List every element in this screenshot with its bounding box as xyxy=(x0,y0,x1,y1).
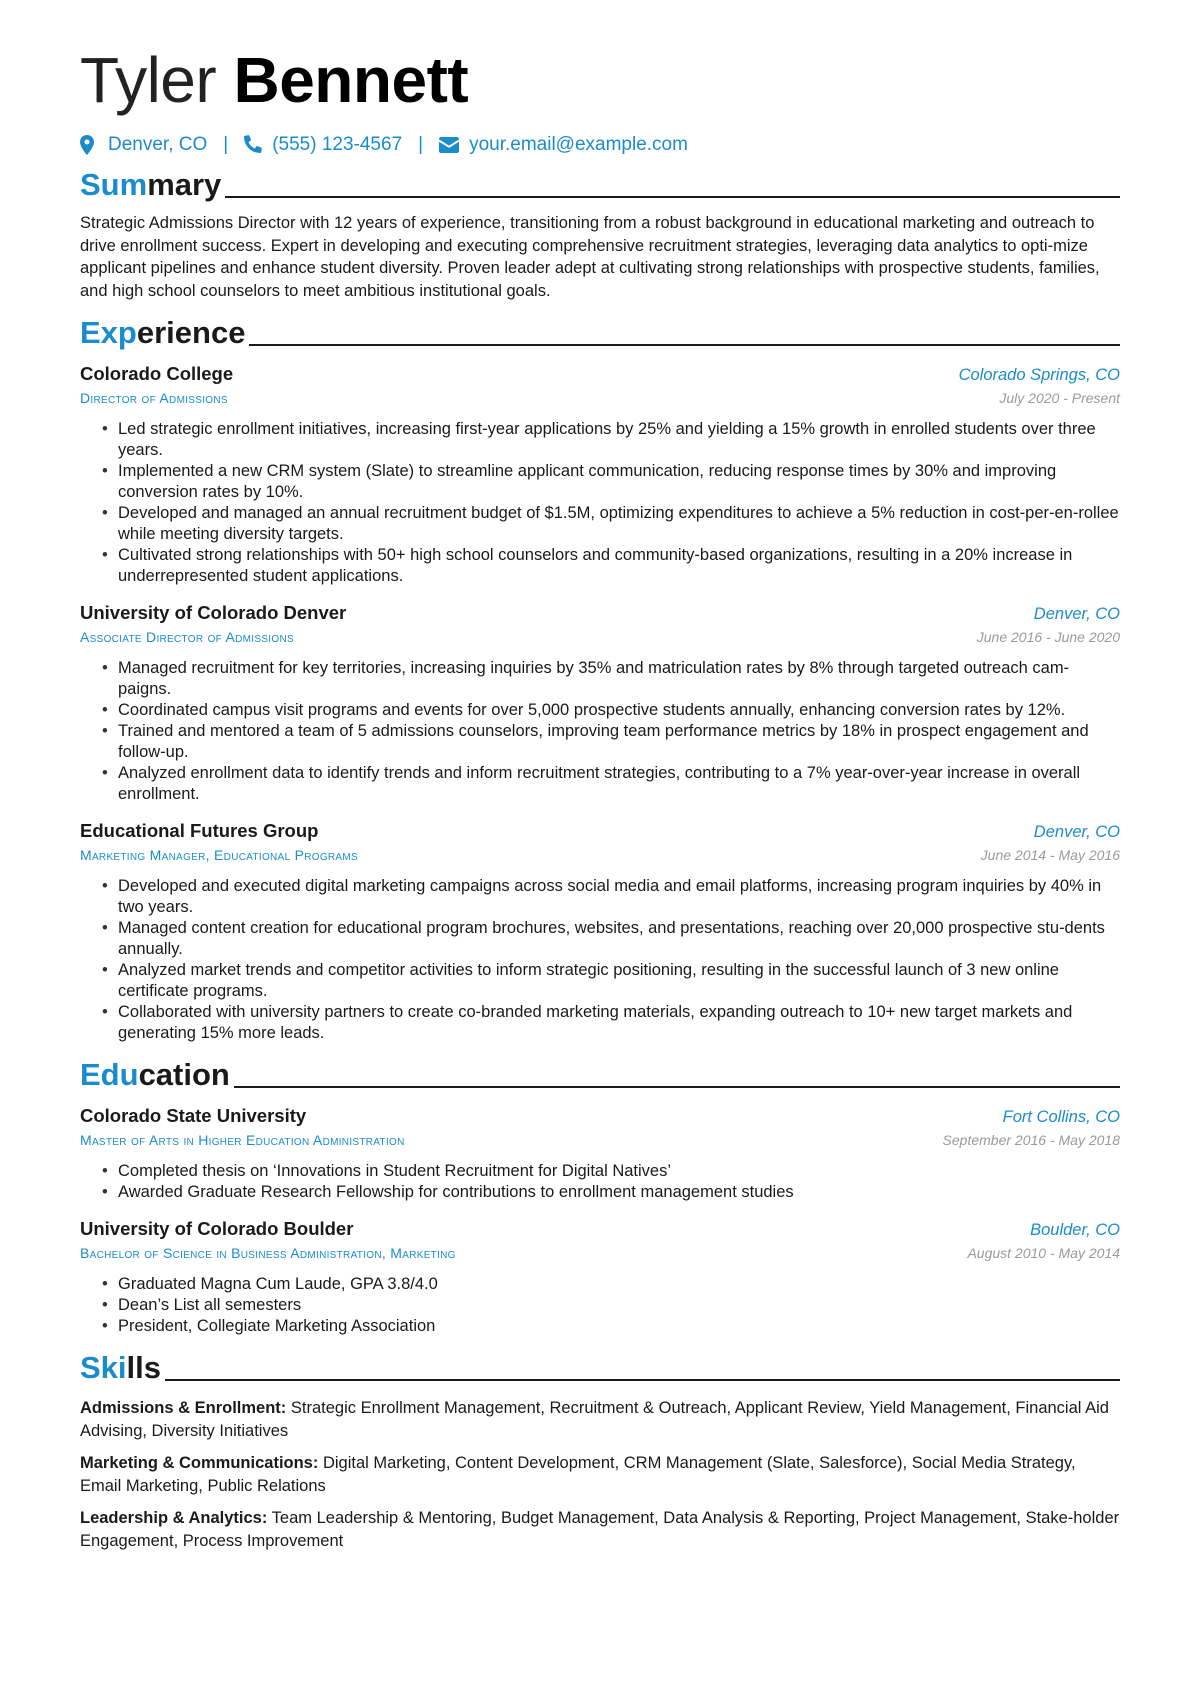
list-item: • Led strategic enrollment initiatives, increasing first-year applications by 25% and yielding a 15% growth in enrolled students over three years. xyxy=(118,419,1120,461)
section-rule xyxy=(225,196,1120,198)
list-item: • Trained and mentored a team of 5 admissions counselors, improving team performance metrics by 18% in prospect engagement and follow-up. xyxy=(118,721,1120,763)
list-item: • Implemented a new CRM system (Slate) to streamline applicant communication, reducing response times by 30% and improving conversion rates by 10%. xyxy=(118,461,1120,503)
education-heading xyxy=(80,1056,1120,1092)
list-item: • Developed and managed an annual recruitment budget of $1.5M, optimizing expenditures to achieve a 5% reduction in cost-per-en-rollee while meeting diversity targets. xyxy=(118,503,1120,545)
list-item: • Developed and executed digital marketing campaigns across social media and email platforms, increasing program inquiries by 40% in two years. xyxy=(118,876,1120,918)
section-title: Summary xyxy=(80,167,222,202)
phone-text: (555) 123-4567 xyxy=(272,134,403,155)
school-location: Boulder, CO xyxy=(1030,1221,1120,1239)
summary-heading xyxy=(80,166,1120,202)
list-item: • Managed content creation for educational program brochures, websites, and presentations, reaching over 20,000 prospective stu-dents annually. xyxy=(118,918,1120,960)
skill-group-items: Digital Marketing, Content Development, CRM Management (Slate, Salesforce), Social Media Strategy, Email Marketing, Public Relations xyxy=(80,1454,1076,1495)
section-title: Education xyxy=(80,1057,230,1092)
degree-dates: September 2016 - May 2018 xyxy=(942,1132,1120,1148)
job-dates: July 2020 - Present xyxy=(999,390,1120,406)
email-link[interactable]: your.email@example.com xyxy=(469,134,688,155)
phone-icon xyxy=(244,135,262,155)
employer-location: Colorado Springs, CO xyxy=(958,366,1120,384)
job-dates: June 2014 - May 2016 xyxy=(980,847,1120,863)
list-item: • Graduated Magna Cum Laude, GPA 3.8/4.0 xyxy=(118,1274,1120,1295)
contact-separator: | xyxy=(223,134,229,155)
skills-heading xyxy=(80,1349,1120,1385)
section-title: Experience xyxy=(80,315,246,350)
candidate-name xyxy=(80,40,1120,120)
list-item: • President, Collegiate Marketing Association xyxy=(118,1316,1120,1337)
employer-name: Colorado College xyxy=(80,363,234,384)
map-marker-icon xyxy=(80,135,98,155)
job-title: Associate Director of Admissions xyxy=(80,629,294,645)
degree-bullets xyxy=(80,1161,1120,1203)
envelope-icon xyxy=(439,135,459,155)
employer-name: Educational Futures Group xyxy=(80,820,319,841)
section-title: Skills xyxy=(80,1350,161,1385)
list-item: • Completed thesis on ‘Innovations in Student Recruitment for Digital Natives’ xyxy=(118,1161,1120,1182)
experience-entry xyxy=(80,819,1120,1044)
degree-dates: August 2010 - May 2014 xyxy=(967,1245,1120,1261)
skill-group-label: Admissions & Enrollment: xyxy=(80,1399,287,1417)
list-item: • Coordinated campus visit programs and events for over 5,000 prospective students annually, enhancing conversion rates by 12%. xyxy=(118,700,1120,721)
skill-group xyxy=(80,1397,1120,1442)
job-dates: June 2016 - June 2020 xyxy=(976,629,1120,645)
job-bullets xyxy=(80,876,1120,1044)
education-entry xyxy=(80,1217,1120,1337)
contact-separator: | xyxy=(418,134,424,155)
list-item: • Awarded Graduate Research Fellowship for contributions to enrollment management studies xyxy=(118,1182,1120,1203)
skill-group xyxy=(80,1507,1120,1552)
section-rule xyxy=(234,1086,1120,1088)
contact-line xyxy=(80,134,1120,156)
section-rule xyxy=(249,344,1120,346)
last-name: Bennett xyxy=(233,44,469,116)
list-item: • Analyzed enrollment data to identify trends and inform recruitment strategies, contributing to a 7% year-over-year increase in overall enrollment. xyxy=(118,763,1120,805)
list-item: • Analyzed market trends and competitor activities to inform strategic positioning, resulting in the successful launch of 3 new online certificate programs. xyxy=(118,960,1120,1002)
school-name: Colorado State University xyxy=(80,1105,307,1126)
first-name: Tyler xyxy=(80,44,217,116)
location-text: Denver, CO xyxy=(108,134,208,155)
job-title: Director of Admissions xyxy=(80,390,228,406)
job-bullets xyxy=(80,419,1120,587)
skill-group xyxy=(80,1452,1120,1497)
experience-heading xyxy=(80,314,1120,350)
summary-text: Strategic Admissions Director with 12 years of experience, transitioning from a robust background in educational marketing and outreach to drive enrollment success. Expert in developing and executing comprehensive recruitment strategies, leveraging data analytics to opti-mize applicant pipelines and enhance student diversity. Proven leader adept at cultivating strong relationships with prospective students, families, and high school counselors to meet ambitious institutional goals. xyxy=(80,214,1100,300)
employer-name: University of Colorado Denver xyxy=(80,602,347,623)
education-entry xyxy=(80,1104,1120,1203)
degree-bullets xyxy=(80,1274,1120,1337)
school-location: Fort Collins, CO xyxy=(1002,1108,1120,1126)
skill-group-label: Leadership & Analytics: xyxy=(80,1509,268,1527)
degree-title: Bachelor of Science in Business Administration, Marketing xyxy=(80,1245,456,1261)
degree-title: Master of Arts in Higher Education Administration xyxy=(80,1132,405,1148)
experience-entry xyxy=(80,601,1120,805)
skill-group-items: Team Leadership & Mentoring, Budget Management, Data Analysis & Reporting, Project Management, Stake-holder Engagement, Process Improvement xyxy=(80,1509,1120,1550)
job-bullets xyxy=(80,658,1120,805)
list-item: • Cultivated strong relationships with 50+ high school counselors and community-based organizations, resulting in a 20% increase in underrepresented student applications. xyxy=(118,545,1120,587)
employer-location: Denver, CO xyxy=(1033,605,1120,623)
list-item: • Collaborated with university partners to create co-branded marketing materials, expanding outreach to 10+ new target markets and generating 15% more leads. xyxy=(118,1002,1120,1044)
skill-group-items: Strategic Enrollment Management, Recruitment & Outreach, Applicant Review, Yield Management, Financial Aid Advising, Diversity Initiatives xyxy=(80,1399,1109,1440)
list-item: • Dean’s List all semesters xyxy=(118,1295,1120,1316)
employer-location: Denver, CO xyxy=(1033,823,1120,841)
list-item: • Managed recruitment for key territories, increasing inquiries by 35% and matriculation rates by 8% through targeted outreach cam-paigns. xyxy=(118,658,1120,700)
job-title: Marketing Manager, Educational Programs xyxy=(80,847,358,863)
skill-group-label: Marketing & Communications: xyxy=(80,1454,319,1472)
experience-entry xyxy=(80,362,1120,587)
school-name: University of Colorado Boulder xyxy=(80,1218,354,1239)
section-rule xyxy=(165,1379,1120,1381)
